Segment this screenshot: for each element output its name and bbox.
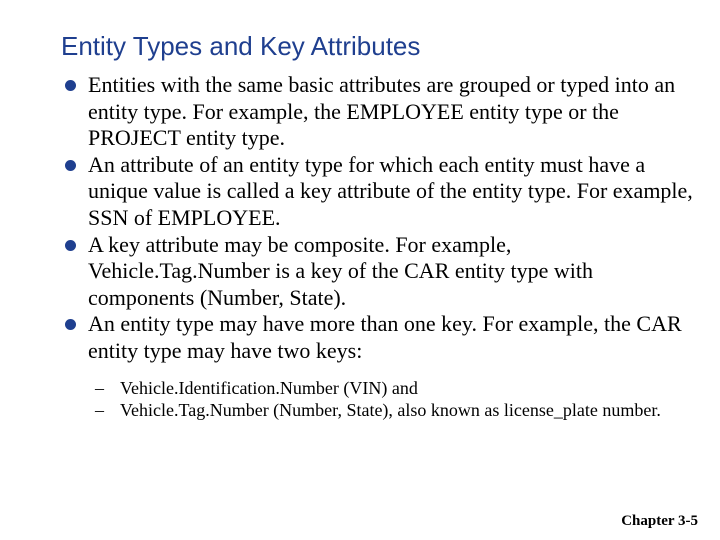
bullet-list bbox=[64, 72, 694, 421]
bullet-dot-icon bbox=[65, 240, 76, 251]
dash-icon: – bbox=[95, 377, 104, 398]
bullet-text: Entities with the same basic attributes are grouped or typed into an entity type. For example, the EMPLOYEE entity type or the PROJECT entity type. bbox=[88, 72, 676, 151]
chapter-footer: Chapter 3-5 bbox=[621, 513, 698, 529]
bullet-text: A key attribute may be composite. For example, Vehicle.Tag.Number is a key of the CAR entity type with components (Number, State). bbox=[88, 231, 593, 310]
bullet-item bbox=[64, 232, 694, 312]
bullet-item bbox=[64, 311, 694, 420]
bullet-item bbox=[64, 72, 694, 152]
bullet-dot-icon bbox=[65, 80, 76, 91]
sub-bullet-item bbox=[88, 377, 694, 399]
sub-bullet-item bbox=[88, 399, 694, 421]
dash-icon: – bbox=[95, 399, 104, 420]
sub-bullet-text: Vehicle.Tag.Number (Number, State), also known as license_plate number. bbox=[120, 399, 661, 420]
bullet-dot-icon bbox=[65, 160, 76, 171]
sub-bullet-list bbox=[88, 377, 694, 421]
bullet-text: An attribute of an entity type for which each entity must have a unique value is called a key attribute of the entity type. For example, SSN of EMPLOYEE. bbox=[88, 151, 693, 230]
bullet-text: An entity type may have more than one key. For example, the CAR entity type may have two keys: bbox=[88, 311, 682, 363]
slide-title: Entity Types and Key Attributes bbox=[61, 31, 421, 61]
bullet-item bbox=[64, 152, 694, 232]
sub-bullet-text: Vehicle.Identification.Number (VIN) and bbox=[120, 377, 418, 398]
bullet-dot-icon bbox=[65, 319, 76, 330]
